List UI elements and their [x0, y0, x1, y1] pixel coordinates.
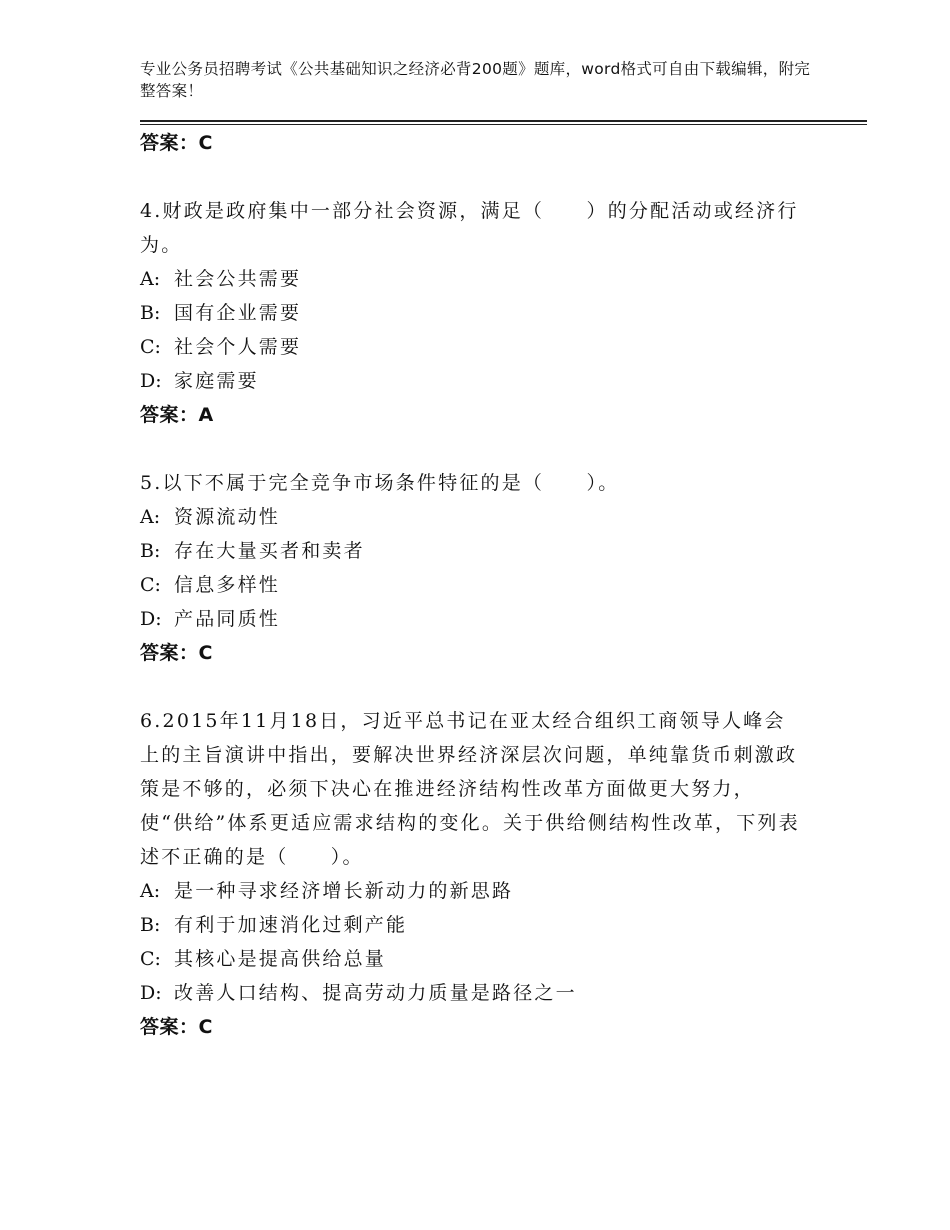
- option-key: D:: [140, 982, 162, 1004]
- option-text: 是一种寻求经济增长新动力的新思路: [174, 880, 514, 902]
- header-text: 专业公务员招聘考试《公共基础知识之经济必背200题》题库，word格式可自由下载编辑，附完整答案！: [140, 60, 811, 100]
- document-body: [140, 126, 800, 1044]
- option-text: 产品同质性: [174, 608, 281, 630]
- option-text: 家庭需要: [174, 370, 259, 392]
- option-key: B:: [140, 302, 161, 324]
- option-key: C:: [140, 574, 161, 596]
- option-text: 资源流动性: [174, 506, 281, 528]
- option-key: A:: [140, 880, 161, 902]
- option-key: B:: [140, 914, 161, 936]
- question-answer: 答案：C: [140, 1016, 213, 1038]
- option-key: C:: [140, 948, 161, 970]
- option-d: [140, 364, 800, 398]
- question-answer: 答案：A: [140, 404, 214, 426]
- option-text: 社会个人需要: [174, 336, 302, 358]
- option-b: [140, 534, 800, 568]
- option-a: [140, 874, 800, 908]
- option-text: 存在大量买者和卖者: [174, 540, 365, 562]
- option-text: 信息多样性: [174, 574, 281, 596]
- option-key: C:: [140, 336, 161, 358]
- option-text: 社会公共需要: [174, 268, 302, 290]
- question-4: [140, 194, 800, 432]
- option-text: 国有企业需要: [174, 302, 302, 324]
- option-b: [140, 908, 800, 942]
- option-d: [140, 602, 800, 636]
- option-a: [140, 500, 800, 534]
- option-c: [140, 330, 800, 364]
- header-rule-thick: [140, 120, 867, 122]
- question-stem: 5.以下不属于完全竞争市场条件特征的是（ ）。: [140, 472, 620, 494]
- question-stem: 4.财政是政府集中一部分社会资源，满足（ ）的分配活动或经济行为。: [140, 200, 799, 256]
- option-key: A:: [140, 268, 161, 290]
- option-c: [140, 942, 800, 976]
- document-header: [140, 58, 820, 102]
- option-a: [140, 262, 800, 296]
- question-5: [140, 466, 800, 670]
- option-b: [140, 296, 800, 330]
- option-key: B:: [140, 540, 161, 562]
- question-stem: 6.2015年11月18日，习近平总书记在亚太经合组织工商领导人峰会上的主旨演讲中指出，要解决世界经济深层次问题，单纯靠货币刺激政策是不够的，必须下决心在推进经济结构性改革方面做更大努力，使“供给”体系更适应需求结构的变化。关于供给侧结构性改革，下列表述不正确的是（ ）。: [140, 710, 800, 868]
- option-d: [140, 976, 800, 1010]
- option-key: A:: [140, 506, 161, 528]
- header-rule-thin: [140, 124, 867, 125]
- option-c: [140, 568, 800, 602]
- option-key: D:: [140, 608, 162, 630]
- previous-answer: 答案：C: [140, 132, 213, 154]
- option-text: 其核心是提高供给总量: [174, 948, 387, 970]
- option-text: 改善人口结构、提高劳动力质量是路径之一: [174, 982, 577, 1004]
- question-6: [140, 704, 800, 1044]
- question-answer: 答案：C: [140, 642, 213, 664]
- option-key: D:: [140, 370, 162, 392]
- option-text: 有利于加速消化过剩产能: [174, 914, 408, 936]
